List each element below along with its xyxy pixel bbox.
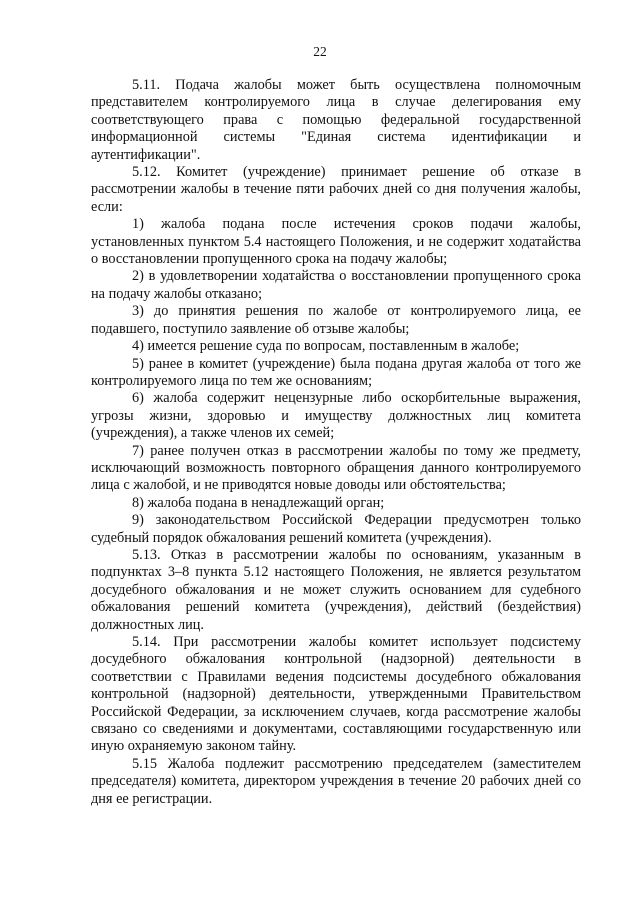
paragraph-5-12: 5.12. Комитет (учреждение) принимает решение об отказе в рассмотрении жалобы в течение пяти рабочих дней со дня получения жалобы, если: (91, 164, 581, 215)
list-item-9: 9) законодательством Российской Федерации предусмотрен только судебный порядок обжалования решений комитета (учреждения). (91, 512, 581, 546)
document-body (91, 77, 581, 808)
list-item-7: 7) ранее получен отказ в рассмотрении жалобы по тому же предмету, исключающий возможность повторного обращения данного контролируемого лица с жалобой, и не приводятся новые доводы или обстоятельства; (91, 442, 581, 494)
paragraph-5-14: 5.14. При рассмотрении жалобы комитет использует подсистему досудебного обжалования контрольной (надзорной) деятельности в соответствии с Правилами ведения подсистемы досудебного обжалования контрольной (надзорной) деятельности, утвержденными Правительством Российской Федерации, за исключением случаев, когда рассмотрение жалобы связано со сведениями и документами, составляющими государственную или иную охраняемую законом тайну. (91, 634, 581, 755)
list-item-1: 1) жалоба подана после истечения сроков подачи жалобы, установленных пунктом 5.4 настоящего Положения, и не содержит ходатайства о восстановлении пропущенного срока на подачу жалобы; (91, 216, 581, 268)
page-number: 22 (313, 44, 327, 59)
list-item-2: 2) в удовлетворении ходатайства о восстановлении пропущенного срока на подачу жалобы отказано; (91, 268, 581, 302)
list-item-5: 5) ранее в комитет (учреждение) была подана другая жалоба от того же контролируемого лица по тем же основаниям; (91, 355, 581, 389)
list-item-4: 4) имеется решение суда по вопросам, поставленным в жалобе; (132, 338, 520, 355)
list-item-3: 3) до принятия решения по жалобе от контролируемого лица, ее подавшего, поступило заявление об отзыве жалобы; (91, 303, 581, 337)
paragraph-5-11: 5.11. Подача жалобы может быть осуществлена полномочным представителем контролируемого лица в случае делегирования ему соответствующего права с помощью федеральной государственной информационной системы "Единая система идентификации и аутентификации". (91, 77, 581, 163)
list-item-8: 8) жалоба подана в ненадлежащий орган; (132, 494, 385, 511)
list-item-6: 6) жалоба содержит нецензурные либо оскорбительные выражения, угрозы жизни, здоровью и имуществу должностных лиц комитета (учреждения), а также членов их семей; (91, 390, 581, 442)
paragraph-5-13: 5.13. Отказ в рассмотрении жалобы по основаниям, указанным в подпунктах 3–8 пункта 5.12 настоящего Положения, не является результатом досудебного обжалования и не может служить основанием для судебного обжалования решений комитета (учреждения), действий (бездействия) должностных лиц. (91, 546, 581, 633)
paragraph-5-15: 5.15 Жалоба подлежит рассмотрению председателем (заместителем председателя) комитета, директором учреждения в течение 20 рабочих дней со дня ее регистрации. (91, 755, 581, 807)
